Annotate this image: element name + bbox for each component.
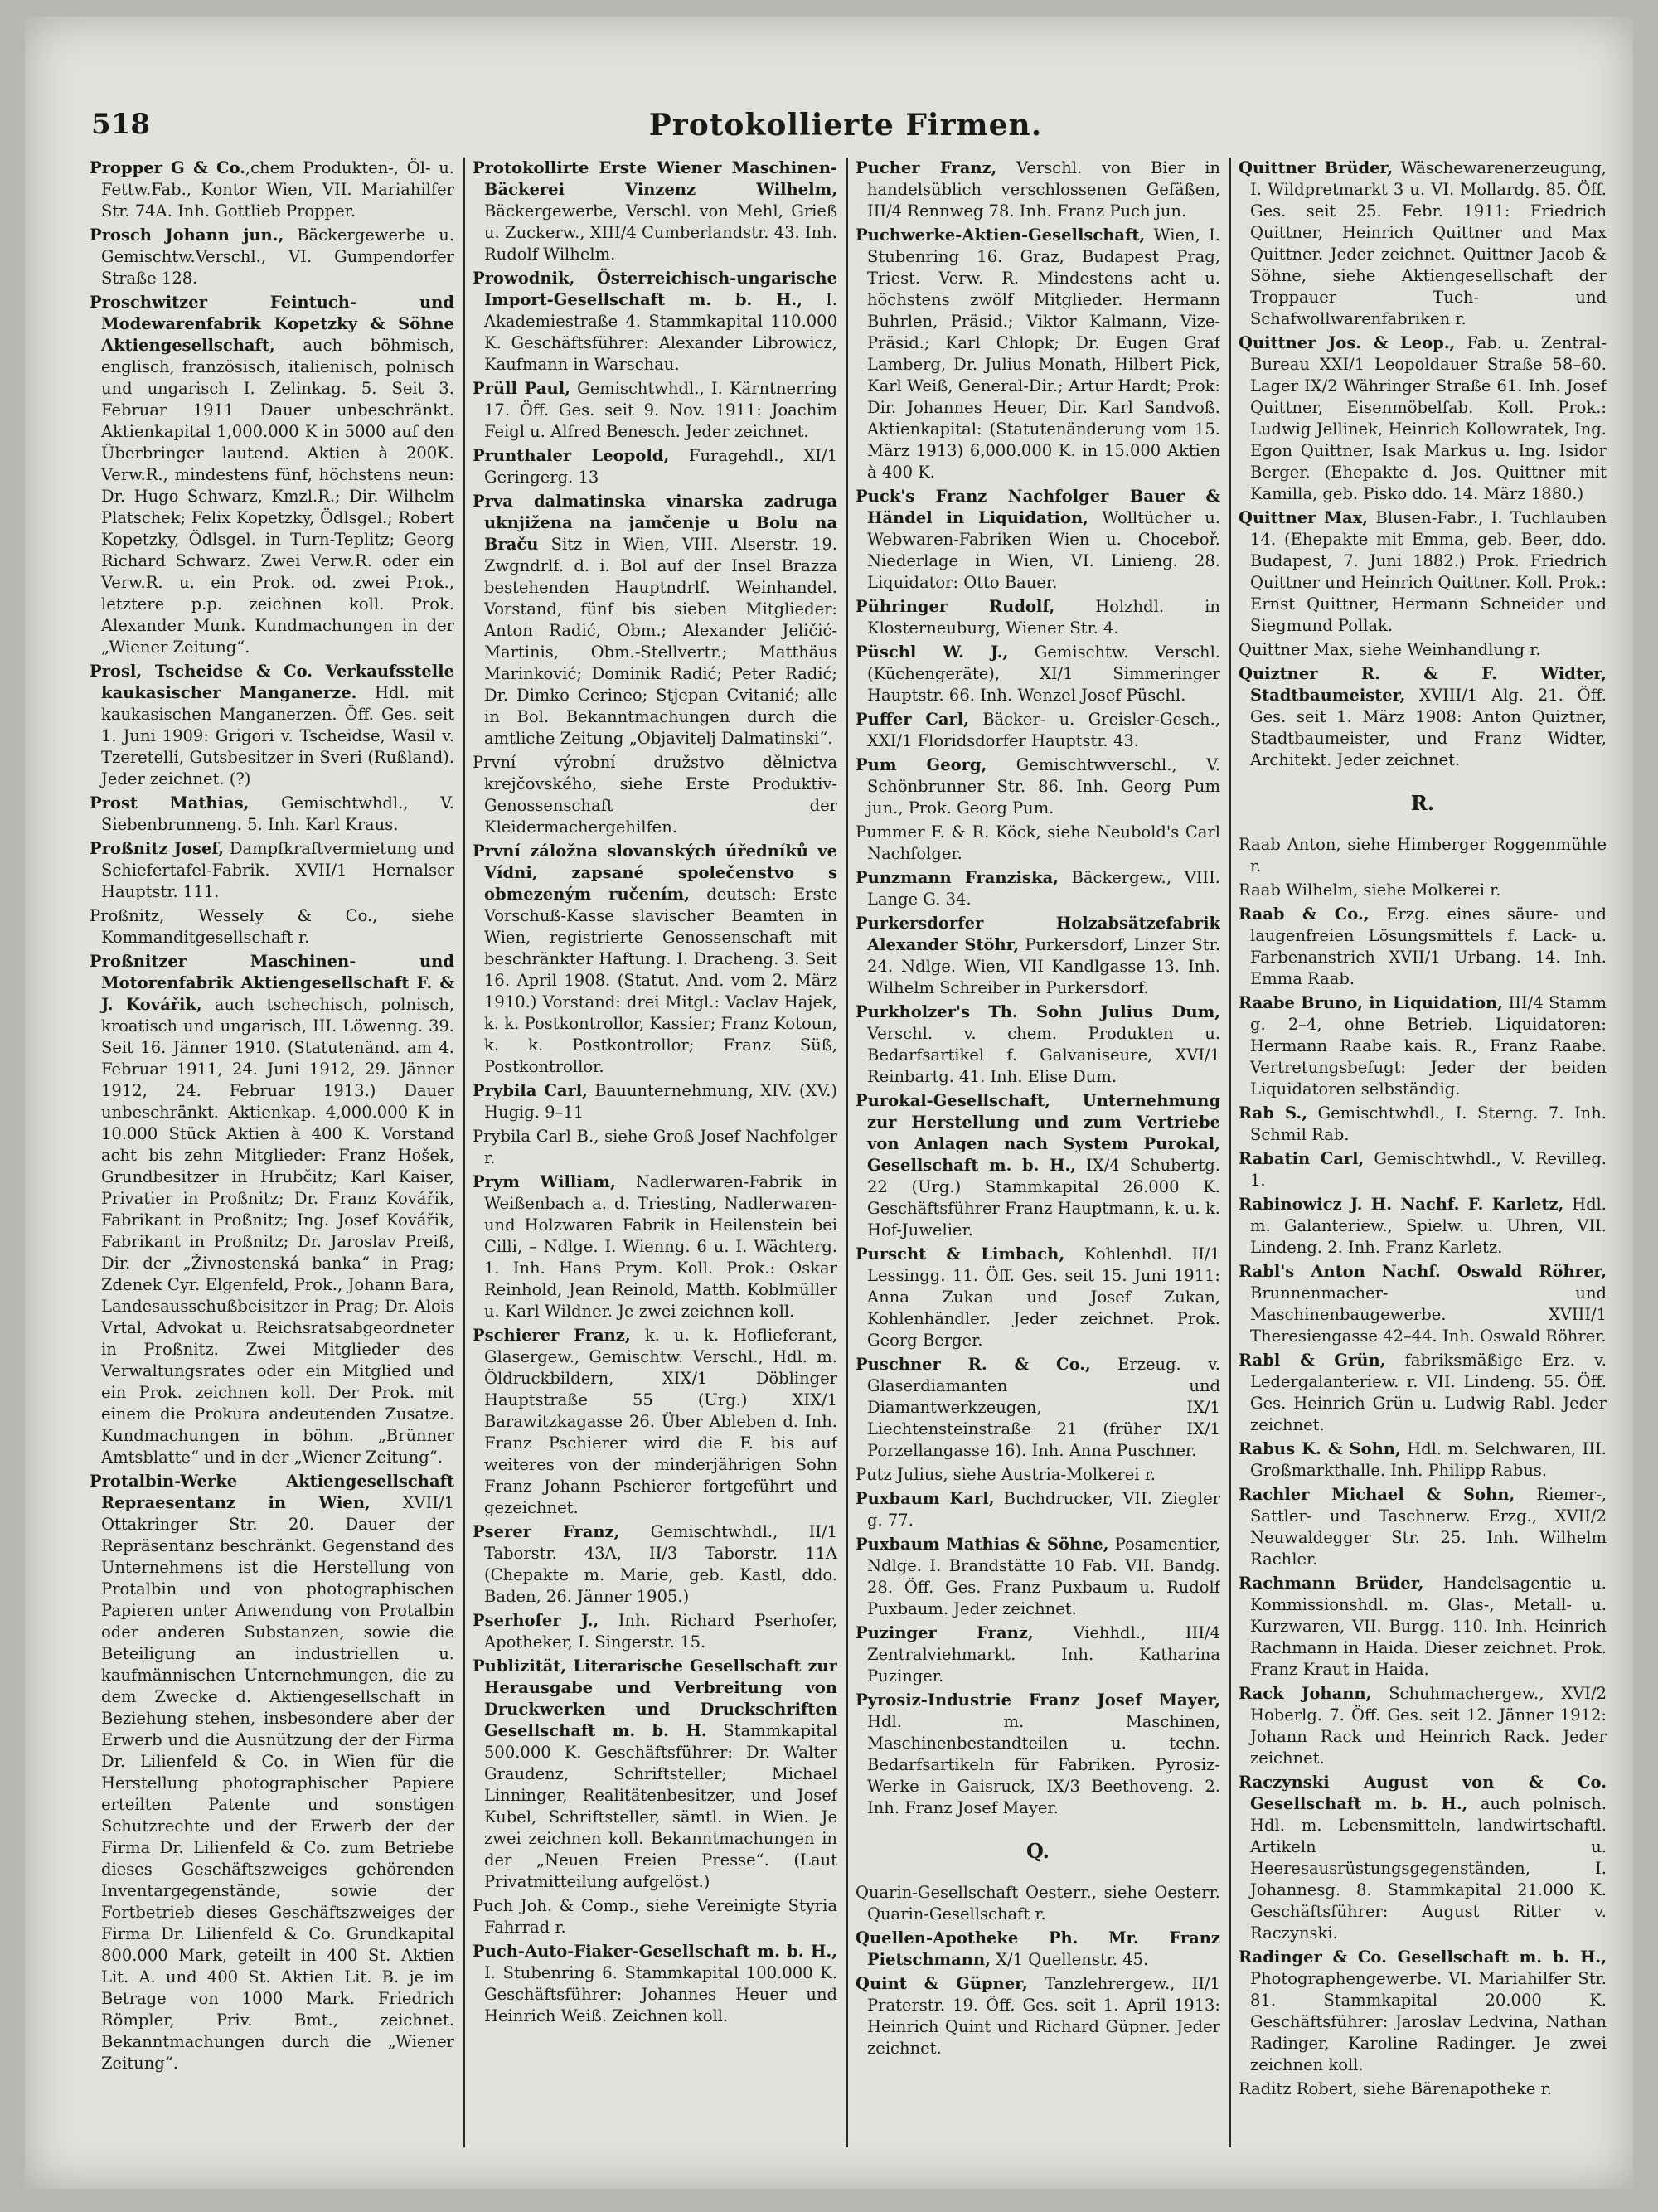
firm-details: Hdl. m. Galanteriew., Spielw. u. Uhren, VII. Lindeng. 2. Inh. Franz Karletz.	[1250, 1195, 1607, 1257]
directory-entry	[1239, 1947, 1607, 2076]
directory-entry	[856, 1690, 1220, 1819]
directory-entry	[473, 1941, 837, 2027]
firm-name: Pschierer Franz,	[473, 1326, 631, 1345]
firm-details: deutsch: Erste Vorschuß-Kasse slavischer Beamten in Wien, registrierte Genossenschaft mit beschränkter Haftung. I. Dracheng. 3. Seit 16. April 1908. (Statut. And. vom 2. März 1910.) Vorstand: drei Mitgl.: Vaclav Hajek, k. k. Postkontrollor, Kassier; Franz Kotoun, k. k. Postkontrollor; Franz Süß, Postkontrollor.	[484, 885, 837, 1076]
firm-name: Rachler Michael & Sohn,	[1239, 1485, 1515, 1504]
firm-name: Puchwerke-Aktien-Gesellschaft,	[856, 226, 1146, 245]
firm-name: Quittner Brüder,	[1239, 158, 1394, 177]
firm-name: Pucher Franz,	[856, 158, 997, 177]
directory-entry	[473, 445, 837, 488]
firm-name: Rachmann Brüder,	[1239, 1574, 1424, 1593]
directory-entry	[473, 1656, 837, 1893]
firm-details: Verschl. von Bier in handelsüblich verschlossenen Gefäßen, III/4 Rennweg 78. Inh. Franz Puch jun.	[867, 158, 1220, 221]
firm-details: Brunnenmacher- und Maschinenbaugewerbe. XVIII/1 Theresiengasse 42–44. Inh. Oswald Röhrer.	[1250, 1283, 1607, 1346]
firm-name: Publizität, Literarische Gesellschaft zur Herausgabe und Verbreitung von Druckwerken und Druckschriften Gesellschaft m. b. H.	[473, 1657, 837, 1740]
page-header	[91, 108, 1600, 149]
firm-name: Prosch Johann jun.,	[90, 226, 284, 245]
firm-name: Quiztner R. & F. Widter, Stadtbaumeister,	[1239, 664, 1607, 705]
firm-name: Quint & Güpner,	[856, 1974, 1028, 1993]
firm-details: Gemischtwhdl., I. Kärntnerring 17. Öff. Ges. seit 9. Nov. 1911: Joachim Feigl u. Alfred Benesch. Jeder zeichnet.	[484, 379, 837, 441]
firm-name: Raabe Bruno, in Liquidation,	[1239, 993, 1503, 1012]
firm-name: Prosl, Tscheidse & Co. Verkaufsstelle kaukasischer Manganerze.	[90, 662, 454, 702]
firm-name: Prüll Paul,	[473, 379, 570, 398]
directory-entry	[90, 905, 454, 948]
directory-entry	[1239, 1484, 1607, 1570]
firm-name: První záložna slovanských úředníků ve Vídni, zapsané společenstvo s obmezeným ručením,	[473, 842, 837, 904]
directory-entry	[856, 486, 1220, 594]
firm-details: Wien, I. Stubenring 16. Graz, Budapest Prag, Triest. Verw. R. Mindestens acht u. höchstens zwölf Mitglieder. Hermann Buhrlen, Präsid.; Viktor Kalmann, Vize-Präsid.; Karl Chlopk; Dr. Eugen Graf Lamberg, Dr. Julius Monath, Hilbert Pick, Karl Weiß, General-Dir.; Artur Hardt; Prok: Dir. Johannes Heuer, Dir. Karl Sandvoß. Aktienkapital: (Statutenänderung vom 15. März 1913) 6,000.000 K. in 15.000 Aktien à 400 K.	[867, 226, 1220, 482]
directory-entry	[473, 1126, 837, 1169]
firm-name: Rack Johann,	[1239, 1684, 1372, 1703]
firm-details: Handelsagentie u. Kommissionshdl. m. Glas-, Metall- u. Kurzwaren, VII. Burgg. 110. Inh. Heinrich Rachmann in Haida. Dieser zeichnet. Prok. Franz Kraut in Haida.	[1250, 1574, 1607, 1679]
firm-name: Raczynski August von & Co. Gesellschaft m. b. H.,	[1239, 1773, 1607, 1813]
directory-entry	[473, 491, 837, 749]
firm-details: První výrobní družstvo dělnictva krejčovského, siehe Erste Produktiv-Genossenschaft der Kleidermachergehilfen.	[473, 753, 837, 837]
directory-entry	[856, 596, 1220, 639]
directory-entry	[473, 841, 837, 1078]
directory-entry	[856, 1534, 1220, 1620]
directory-entry	[1239, 1772, 1607, 1944]
firm-details: Proßnitz, Wessely & Co., siehe Kommanditgesellschaft r.	[90, 906, 454, 947]
firm-name: Protalbin-Werke Aktiengesellschaft Repraesentanz in Wien,	[90, 1472, 454, 1512]
firm-name: Purkersdorfer Holzabsätzefabrik Alexander Stöhr,	[856, 914, 1220, 954]
page-number: 518	[91, 108, 150, 141]
firm-details: Furagehdl., XI/1 Geringerg. 13	[484, 446, 837, 487]
firm-details: Raab Wilhelm, siehe Molkerei r.	[1239, 880, 1501, 900]
firm-name: Rabus K. & Sohn,	[1239, 1439, 1401, 1458]
firm-details: Bäckergew., VIII. Lange G. 34.	[867, 868, 1220, 909]
firm-name: Propper G & Co.	[90, 158, 245, 177]
firm-name: Puxbaum Mathias & Söhne,	[856, 1535, 1109, 1554]
directory-entry	[90, 838, 454, 903]
firm-details: IX/4 Schubertg. 22 (Urg.) Stammkapital 26.000 K. Geschäftsführer Franz Hauptmann, k. u. k. Hof-Juwelier.	[867, 1156, 1220, 1239]
directory-columns	[90, 158, 1607, 2147]
firm-details: I. Akademiestraße 4. Stammkapital 110.000 K. Geschäftsführer: Alexander Librowicz, Kaufmann in Warschau.	[484, 290, 837, 374]
firm-name: Rabatin Carl,	[1239, 1149, 1365, 1168]
firm-details: Gemischtwhdl., II/1 Taborstr. 43A, II/3 Taborstr. 11A (Chepakte m. Marie, geb. Kastl, ddo. Baden, 26. Jänner 1905.)	[484, 1522, 837, 1606]
directory-entry	[90, 951, 454, 1468]
firm-details: X/1 Quellenstr. 45.	[990, 1950, 1149, 1969]
firm-details: Stammkapital 500.000 K. Geschäftsführer: Dr. Walter Graudenz, Schriftsteller; Michael Linninger, Realitätenbesitzer, und Josef Kubel, Schriftsteller, sämtl. in Wien. Je zwei zeichnen koll. Bekanntmachungen in der „Neuen Freien Presse“. (Laut Privatmitteilung aufgelöst.)	[484, 1721, 837, 1891]
firm-name: Protokollirte Erste Wiener Maschinen-Bäckerei Vinzenz Wilhelm,	[473, 158, 837, 199]
directory-entry	[856, 709, 1220, 752]
firm-details: Bauunternehmung, XIV. (XV.) Hugig. 9–11	[484, 1081, 837, 1122]
firm-details: Gemischtwhdl., V. Revilleg. 1.	[1250, 1149, 1607, 1190]
directory-entry	[856, 225, 1220, 483]
firm-details: Raab Anton, siehe Himberger Roggenmühle r.	[1239, 835, 1607, 876]
firm-name: Puschner R. & Co.,	[856, 1355, 1091, 1374]
page-sheet	[25, 17, 1633, 2189]
firm-name: Pum Georg,	[856, 755, 987, 774]
directory-entry	[856, 1973, 1220, 2059]
firm-details: Gemischtw. Verschl. (Küchengeräte), XI/1 Simmeringer Hauptstr. 66. Inh. Wenzel Josef Püschl.	[867, 643, 1220, 705]
firm-name: Purkholzer's Th. Sohn Julius Dum,	[856, 1002, 1220, 1021]
directory-entry	[473, 1521, 837, 1608]
firm-name: Quittner Max,	[1239, 508, 1369, 527]
directory-entry	[1239, 904, 1607, 990]
firm-name: Prybila Carl,	[473, 1081, 588, 1100]
directory-entry	[90, 292, 454, 658]
firm-name: Proßnitz Josef,	[90, 839, 225, 858]
directory-entry	[1239, 507, 1607, 637]
firm-details: Sitz in Wien, VIII. Alserstr. 19. Zwgndrlf. d. i. Bol auf der Insel Brazza bestehenden Hauptndrlf. Weinhandel. Vorstand, fünf bis sieben Mitglieder: Anton Radić, Obm.; Alexander Jeličić-Martinis, Obm.-Stellvertr.; Matthäus Marinković; Dominik Radić; Peter Radić; Dr. Dimko Cerineo; Stjepan Cvitanić; alle in Bol. Bekanntmachungen durch die amtliche Zeitung „Objavitelj Dalmatinski“.	[484, 535, 837, 748]
firm-details: XVIII/1 Alg. 21. Öff. Ges. seit 1. März 1908: Anton Quiztner, Stadtbaumeister, und Franz Widter, Architekt. Jeder zeichnet.	[1250, 686, 1607, 769]
firm-details: ,chem Produkten-, Öl- u. Fettw.Fab., Kontor Wien, VII. Mariahilfer Str. 74A. Inh. Gottlieb Propper.	[101, 158, 454, 221]
directory-entry	[90, 661, 454, 790]
firm-details: Wolltücher u. Webwaren-Fabriken Wien u. Choceboř. Niederlage in Wien, VI. Linieng. 28. Liquidator: Otto Bauer.	[867, 508, 1220, 592]
directory-entry	[90, 1471, 454, 2074]
firm-details: Holzhdl. in Klosterneuburg, Wiener Str. 4.	[867, 597, 1220, 638]
directory-entry	[1239, 1350, 1607, 1436]
directory-entry	[856, 1488, 1220, 1531]
directory-entry	[1239, 1683, 1607, 1769]
firm-name: Pyrosiz-Industrie Franz Josef Mayer,	[856, 1691, 1220, 1710]
firm-name: Prowodnik, Österreichisch-ungarische Import-Gesellschaft m. b. H.,	[473, 269, 837, 309]
firm-name: Rabinowicz J. H. Nachf. F. Karletz,	[1239, 1195, 1564, 1214]
firm-name: Raab & Co.,	[1239, 905, 1370, 924]
firm-name: Püschl W. J.,	[856, 643, 1009, 662]
directory-entry	[90, 793, 454, 836]
directory-entry	[473, 1080, 837, 1123]
firm-name: Puck's Franz Nachfolger Bauer & Händel in Liquidation,	[856, 487, 1220, 527]
directory-entry	[856, 1244, 1220, 1351]
section-letter: R.	[1410, 791, 1435, 815]
directory-entry	[473, 1610, 837, 1653]
directory-entry	[1239, 1103, 1607, 1146]
directory-entry	[1239, 834, 1607, 877]
firm-name: Pserer Franz,	[473, 1522, 620, 1541]
directory-entry	[473, 752, 837, 838]
directory-entry	[856, 158, 1220, 222]
firm-details: auch böhmisch, englisch, französisch, italienisch, polnisch und ungarisch I. Zelinkag. 5. Seit 3. Februar 1911 Dauer unbeschränkt. Aktienkapital 1,000.000 K in 5000 auf den Überbringer lautend. Aktien à 200K. Verw.R., mindestens fünf, höchstens neun: Dr. Hugo Schwarz, Kmzl.R.; Dir. Wilhelm Platschek; Felix Kopetzky, Ödlsgel.; Robert Kopetzky, Ödlsgel. in Turn-Teplitz; Georg Richard Schwarz. Zwei Verw.R. oder ein Verw.R. u. ein Prok. od. zwei Prok., letztere p.p. zeichnen koll. Prok. Alexander Munk. Kundmachungen in der „Wiener Zeitung“.	[101, 336, 454, 657]
firm-name: Puffer Carl,	[856, 710, 969, 729]
firm-details: Photographengewerbe. VI. Mariahilfer Str. 81. Stammkapital 20.000 K. Geschäftsführer: Jaroslav Ledvina, Nathan Radinger, Karoline Radinger. Je zwei zeichnen koll.	[1250, 1969, 1607, 2074]
firm-details: Tanzlehrergew., II/1 Praterstr. 19. Öff. Ges. seit 1. April 1913: Heinrich Quint und Richard Güpner. Jeder zeichnet.	[867, 1974, 1220, 2058]
firm-details: auch tschechisch, polnisch, kroatisch und ungarisch, III. Löwenng. 39. Seit 16. Jänner 1910. (Statutenänd. am 4. Februar 1911, 24. Juni 1912, 29. Jänner 1912, 24. Februar 1913.) Dauer unbeschränkt. Aktienkap. 4,000.000 K in 10.000 Stück Aktien à 400 K. Vorstand acht bis zehn Mitglieder: Franz Hošek, Grundbesitzer in Hrubčitz; Karl Kaiser, Privatier in Proßnitz; Dr. Franz Kovářik, Fabrikant in Proßnitz; Ing. Josef Kovářik, Fabrikant in Proßnitz; Dr. Jaroslav Preiß, Dir. der „Živnostenská banka“ in Prag; Zdenek Cyr. Elgenfeld, Prok., Johann Bara, Landesausschußbeisitzer in Prag; Dr. Alois Vrtal, Advokat u. Reichsratsabgeordneter in Proßnitz. Zwei Mitglieder des Verwaltungsrates oder ein Mitglied und ein Prok. zeichnen koll. Der Prok. mit einem die Prokura andeutenden Zusatze. Kundmachungen in böhm. „Brünner Amtsblatte“ und in der „Wiener Zeitung“.	[101, 995, 454, 1467]
firm-details: Viehhdl., III/4 Zentralviehmarkt. Inh. Katharina Puzinger.	[867, 1623, 1220, 1686]
firm-details: Erzg. eines säure- und laugenfreien Lösungsmittels f. Lack- u. Farbenanstrich XVII/1 Urbang. 14. Inh. Emma Raab.	[1250, 905, 1607, 988]
firm-details: Nadlerwaren-Fabrik in Weißenbach a. d. Triesting, Nadlerwaren- und Holzwaren Fabrik in Heilenstein bei Cilli, – Ndlge. I. Wienng. 6 u. I. Wächterg. 1. Inh. Hans Prym. Koll. Prok.: Oskar Reinhold, Jean Reinold, Matth. Koblmüller u. Karl Wildner. Je zwei zeichnen koll.	[484, 1172, 837, 1321]
firm-details: Kohlenhdl. II/1 Lessingg. 11. Öff. Ges. seit 15. Juni 1911: Anna Zukan und Josef Zukan, Kohlenhändler. Jeder zeichnet. Prok. Georg Berger.	[867, 1244, 1220, 1350]
firm-name: Rab S.,	[1239, 1104, 1308, 1123]
firm-details: Quittner Max, siehe Weinhandlung r.	[1239, 640, 1541, 659]
directory-entry	[90, 158, 454, 222]
firm-details: Gemischtwhdl., I. Sterng. 7. Inh. Schmil Rab.	[1250, 1104, 1607, 1144]
column-divider	[463, 158, 465, 2147]
directory-entry	[856, 754, 1220, 819]
directory-entry	[473, 1171, 837, 1322]
firm-details: Bäckergewerbe u. Gemischtw.Verschl., VI. Gumpendorfer Straße 128.	[101, 226, 454, 288]
directory-entry	[473, 268, 837, 376]
firm-details: Bäckergewerbe, Verschl. von Mehl, Grieß u. Zuckerw., XIII/4 Cumberlandstr. 43. Inh. Rudolf Wilhelm.	[484, 201, 837, 264]
firm-name: Puch-Auto-Fiaker-Gesellschaft m. b. H.,	[473, 1942, 837, 1961]
firm-details: Verschl. v. chem. Produkten u. Bedarfsartikel f. Galvaniseure, XVI/1 Reinbartg. 41. Inh. Elise Dum.	[867, 1024, 1220, 1086]
column-2	[473, 158, 837, 2147]
firm-details: Putz Julius, siehe Austria-Molkerei r.	[856, 1465, 1156, 1484]
directory-entry	[1239, 992, 1607, 1100]
directory-entry	[856, 642, 1220, 706]
firm-details: Wäschewarenerzeugung, I. Wildpretmarkt 3 u. VI. Mollardg. 85. Öff. Ges. seit 25. Febr. 1911: Friedrich Quittner, Heinrich Quittner und Max Quittner. Jeder zeichnet. Quittner Jacob & Söhne, siehe Aktiengesellschaft der Troppauer Tuch- und Schafwollwarenfabriken r.	[1250, 158, 1607, 328]
firm-details: k. u. k. Hoflieferant, Glasergew., Gemischtw. Verschl., Hdl. m. Öldruckbildern, XIX/1 Döblinger Hauptstraße 55 (Urg.) XIX/1 Barawitzkagasse 26. Über Ableben d. Inh. Franz Pschierer wird die F. bis auf weiteres von der minderjährigen Sohn Franz Johann Pschierer fortgeführt und gezeichnet.	[484, 1326, 837, 1517]
directory-entry	[856, 1464, 1220, 1486]
firm-name: Quellen-Apotheke Ph. Mr. Franz Pietschmann,	[856, 1928, 1220, 1969]
directory-entry	[473, 1895, 837, 1938]
directory-entry	[856, 867, 1220, 910]
directory-entry	[856, 1623, 1220, 1687]
firm-name: Punzmann Franziska,	[856, 868, 1059, 887]
firm-details: Posamentier, Ndlge. I. Brandstätte 10 Fab. VII. Bandg. 28. Öff. Ges. Franz Puxbaum u. Rudolf Puxbaum. Jeder zeichnet.	[867, 1535, 1220, 1618]
firm-name: Pühringer Rudolf,	[856, 597, 1055, 616]
column-4	[1239, 158, 1607, 2147]
column-3	[856, 158, 1220, 2147]
firm-details: Schuhmachergew., XVI/2 Hoberlg. 7. Öff. Ges. seit 12. Jänner 1912: Johann Rack und Heinrich Rack. Jeder zeichnet.	[1250, 1684, 1607, 1768]
firm-details: Riemer-, Sattler- und Taschnerw. Erzg., XVII/2 Neuwaldegger Str. 25. Inh. Wilhelm Rachler.	[1250, 1485, 1607, 1569]
directory-entry	[473, 1325, 837, 1519]
firm-name: Purscht & Limbach,	[856, 1244, 1065, 1264]
firm-details: Inh. Richard Pserhofer, Apotheker, I. Singerstr. 15.	[484, 1611, 837, 1652]
firm-name: Purokal-Gesellschaft, Unternehmung zur Herstellung und zum Vertriebe von Anlagen nach System Purokal, Gesellschaft m. b. H.,	[856, 1091, 1220, 1175]
firm-name: Rabl & Grün,	[1239, 1351, 1386, 1370]
directory-entry	[1239, 880, 1607, 901]
firm-details: Gemischtwhdl., V. Siebenbrunneng. 5. Inh. Karl Kraus.	[101, 793, 454, 834]
firm-details: fabriksmäßige Erz. v. Ledergalanteriew. r. VII. Lindeng. 55. Öff. Ges. Heinrich Grün u. Ludwig Rabl. Jeder zeichnet.	[1250, 1351, 1607, 1434]
firm-name: Prva dalmatinska vinarska zadruga uknjižena na jamčenje u Bolu na Braču	[473, 492, 837, 554]
directory-entry	[856, 1354, 1220, 1462]
firm-name: Prost Mathias,	[90, 793, 250, 813]
firm-details: Quarin-Gesellschaft Oesterr., siehe Oesterr. Quarin-Gesellschaft r.	[856, 1883, 1220, 1923]
directory-entry	[1239, 639, 1607, 661]
directory-entry	[856, 822, 1220, 865]
firm-details: Erzeug. v. Glaserdiamanten und Diamantwerkzeugen, IX/1 Liechtensteinstraße 21 (früher IX/1 Porzellangasse 16). Inh. Anna Puschner.	[867, 1355, 1220, 1460]
firm-details: Pummer F. & R. Köck, siehe Neubold's Carl Nachfolger.	[856, 822, 1220, 863]
firm-name: Radinger & Co. Gesellschaft m. b. H.,	[1239, 1948, 1607, 1967]
directory-entry	[856, 913, 1220, 999]
firm-details: Raditz Robert, siehe Bärenapotheke r.	[1239, 2079, 1552, 2098]
firm-details: Fab. u. Zentral-Bureau XXI/1 Leopoldauer Straße 58–60. Lager IX/2 Währinger Straße 61. Inh. Josef Quittner, Eisenmöbelfab. Koll. Prok.: Ludwig Jellinek, Heinrich Kollowratek, Ing. Egon Quittner, Isak Markus u. Ing. Isidor Berger. (Ehepakte d. Jos. Quittner mit Kamilla, geb. Pisko ddo. 14. März 1880.)	[1250, 333, 1607, 503]
firm-name: Proßnitzer Maschinen- und Motorenfabrik Aktiengesellschaft F. & J. Kovářik,	[90, 952, 454, 1014]
firm-details: III/4 Stamm g. 2–4, ohne Betrieb. Liquidatoren: Hermann Raabe kais. R., Franz Raabe. Vertretungsbefugt: Jeder der beiden Liquidatoren selbständig.	[1250, 993, 1607, 1099]
firm-name: Proschwitzer Feintuch- und Modewarenfabrik Kopetzky & Söhne Aktiengesellschaft,	[90, 293, 454, 355]
firm-details: Hdl. m. Selchwaren, III. Großmarkthalle. Inh. Philipp Rabus.	[1250, 1439, 1607, 1480]
firm-details: Buchdrucker, VII. Ziegler g. 77.	[867, 1489, 1220, 1530]
directory-entry	[473, 378, 837, 443]
directory-entry	[856, 1882, 1220, 1925]
column-1	[90, 158, 454, 2147]
directory-entry	[1239, 158, 1607, 330]
firm-details: Dampfkraftvermietung und Schiefertafel-Fabrik. XVII/1 Hernalser Hauptstr. 111.	[101, 839, 454, 901]
firm-details: Gemischtwverschl., V. Schönbrunner Str. 86. Inh. Georg Pum jun., Prok. Georg Pum.	[867, 755, 1220, 817]
directory-entry	[1239, 2079, 1607, 2100]
firm-name: Puzinger Franz,	[856, 1623, 1034, 1642]
firm-details: Blusen-Fabr., I. Tuchlauben 14. (Ehepakte mit Emma, geb. Beer, ddo. Budapest, 7. Juni 1882.) Prok. Friedrich Quittner und Heinrich Quittner. Koll. Prok.: Ernst Quittner, Hermann Schneider und Siegmund Pollak.	[1250, 508, 1607, 635]
directory-entry	[856, 1002, 1220, 1088]
firm-details: Bäcker- u. Greisler-Gesch., XXI/1 Floridsdorfer Hauptstr. 43.	[867, 710, 1220, 750]
firm-name: Puxbaum Karl,	[856, 1489, 995, 1508]
directory-entry	[1239, 1148, 1607, 1191]
firm-name: Prunthaler Leopold,	[473, 446, 670, 465]
firm-details: XVII/1 Ottakringer Str. 20. Dauer der Repräsentanz beschränkt. Gegenstand des Unternehmens ist die Herstellung von Protalbin und von photographischen Papieren unter Anwendung von Protalbin oder anderen Substanzen, sowie die Beteiligung an industriellen u. kaufmännischen Unternehmungen, die zu dem Zwecke d. Aktiengesellschaft in Beziehung stehen, insbesondere aber der Erwerb und die Ausnützung der der Firma Dr. Lilienfeld & Co. in Wien für die Herstellung photographischer Papiere erteilten Patente und sonstigen Schutzrechte und der Erwerb der der Firma Dr. Lilienfeld & Co. zum Betriebe dieses Geschäftszweiges gehörenden Inventargegenstände, sowie der Fortbetrieb dieses Geschäftszweiges der Firma Dr. Lilienfeld & Co. Grundkapital 800.000 Mark, geteilt in 400 St. Aktien Lit. A. und 400 St. Aktien Lit. B. je im Betrage von 1000 Mark. Friedrich Römpler, Priv. Bmt., zeichnet. Bekanntmachungen durch die „Wiener Zeitung“.	[101, 1493, 454, 2073]
column-divider	[1229, 158, 1231, 2147]
directory-entry	[1239, 663, 1607, 771]
directory-entry	[1239, 1573, 1607, 1681]
firm-details: I. Stubenring 6. Stammkapital 100.000 K. Geschäftsführer: Johannes Heuer und Heinrich Weiß. Zeichnen koll.	[484, 1963, 837, 2025]
firm-details: Hdl. m. Maschinen, Maschinenbestandteilen u. techn. Bedarfsartikeln für Fabriken. Pyrosiz-Werke in Gaisruck, IX/3 Beethoveng. 2. Inh. Franz Josef Mayer.	[867, 1712, 1220, 1817]
section-letter: Q.	[1025, 1839, 1050, 1863]
directory-entry	[1239, 1194, 1607, 1259]
firm-name: Quittner Jos. & Leop.,	[1239, 333, 1456, 352]
directory-entry	[1239, 332, 1607, 505]
directory-entry	[90, 225, 454, 289]
directory-entry	[473, 158, 837, 265]
firm-details: auch polnisch. Hdl. m. Lebensmitteln, landwirtschaftl. Artikeln u. Heeresausrüstungsgegenständen, I. Johannesg. 8. Stammkapital 21.000 K. Geschäftsführer: August Ritter v. Raczynski.	[1250, 1794, 1607, 1943]
firm-details: Prybila Carl B., siehe Groß Josef Nachfolger r.	[473, 1127, 837, 1167]
page-title: Protokollierte Firmen.	[648, 108, 1043, 143]
directory-entry	[856, 1090, 1220, 1241]
directory-entry	[856, 1928, 1220, 1971]
firm-details: Puch Joh. & Comp., siehe Vereinigte Styria Fahrrad r.	[473, 1896, 837, 1937]
directory-entry	[1239, 1261, 1607, 1347]
directory-entry	[1239, 1438, 1607, 1482]
firm-name: Rabl's Anton Nachf. Oswald Röhrer,	[1239, 1262, 1607, 1281]
firm-name: Prym William,	[473, 1172, 616, 1191]
firm-details: Hdl. mit kaukasischen Manganerzen. Öff. Ges. seit 1. Juni 1909: Grigori v. Tscheidse, Wasil v. Tzeretelli, Gutsbesitzer in Sveri (Rußland). Jeder zeichnet. (?)	[101, 683, 454, 788]
firm-details: Purkersdorf, Linzer Str. 24. Ndlge. Wien, VII Kandlgasse 13. Inh. Wilhelm Schreiber in Purkersdorf.	[867, 935, 1220, 997]
firm-name: Pserhofer J.,	[473, 1611, 599, 1630]
column-divider	[846, 158, 848, 2147]
